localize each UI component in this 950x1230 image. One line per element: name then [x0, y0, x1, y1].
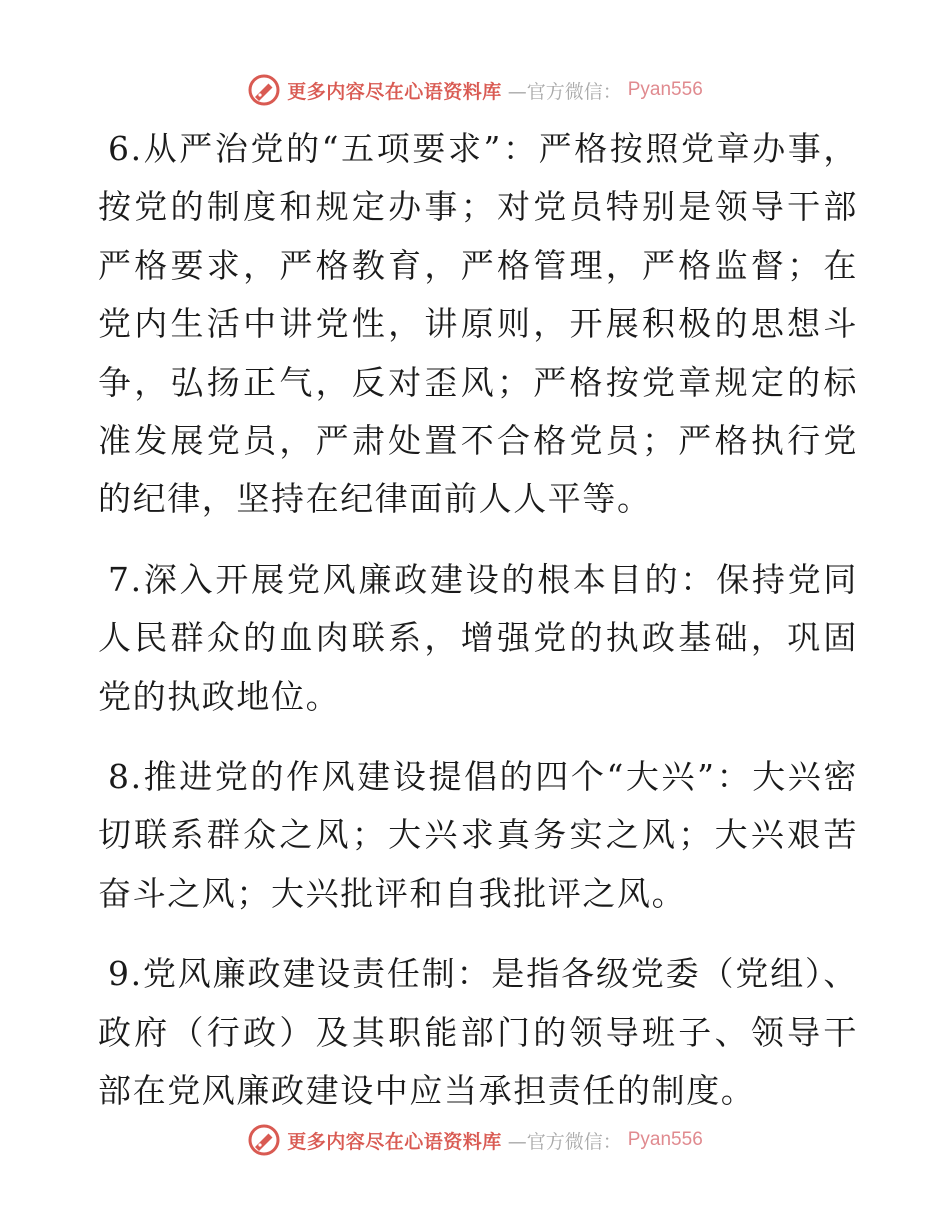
paragraph-item-8: 8.推进党的作风建设提倡的四个“大兴”：大兴密切联系群众之风；大兴求真务实之风；大兴艰苦奋斗之风；大兴批评和自我批评之风。: [98, 757, 858, 913]
document-body: [98, 120, 858, 1143]
pen-nib-circle-icon: [247, 73, 281, 107]
header-watermark-banner: [0, 70, 950, 110]
paragraph-item-7: 7.深入开展党风廉政建设的根本目的：保持党同人民群众的血肉联系，增强党的执政基础，巩固党的执政地位。: [98, 559, 858, 716]
footer-watermark-banner: [0, 1120, 950, 1160]
banner-wechat-id: Pyan556: [627, 1129, 703, 1150]
paragraph-item-9: 9.党风廉政建设责任制：是指各级党委（党组）、政府（行政）及其职能部门的领导班子、领导干部在党风廉政建设中应当承担责任的制度。: [98, 954, 858, 1111]
banner-wechat-id: Pyan556: [627, 79, 703, 100]
banner-wechat-label: —官方微信：: [507, 80, 622, 103]
banner-site-text: 更多内容尽在心语资料库: [287, 80, 502, 103]
banner-wechat-label: —官方微信：: [507, 1130, 622, 1153]
banner-site-text: 更多内容尽在心语资料库: [287, 1130, 502, 1153]
pen-nib-circle-icon: [247, 1123, 281, 1157]
paragraph-item-6: 6.从严治党的“五项要求”：严格按照党章办事，按党的制度和规定办事；对党员特别是领导干部严格要求，严格教育，严格管理，严格监督；在党内生活中讲党性，讲原则，开展积极的思想斗争，弘扬正气，反对歪风；严格按党章规定的标准发展党员，严肃处置不合格党员；严格执行党的纪律，坚持在纪律面前人人平等。: [98, 129, 858, 519]
